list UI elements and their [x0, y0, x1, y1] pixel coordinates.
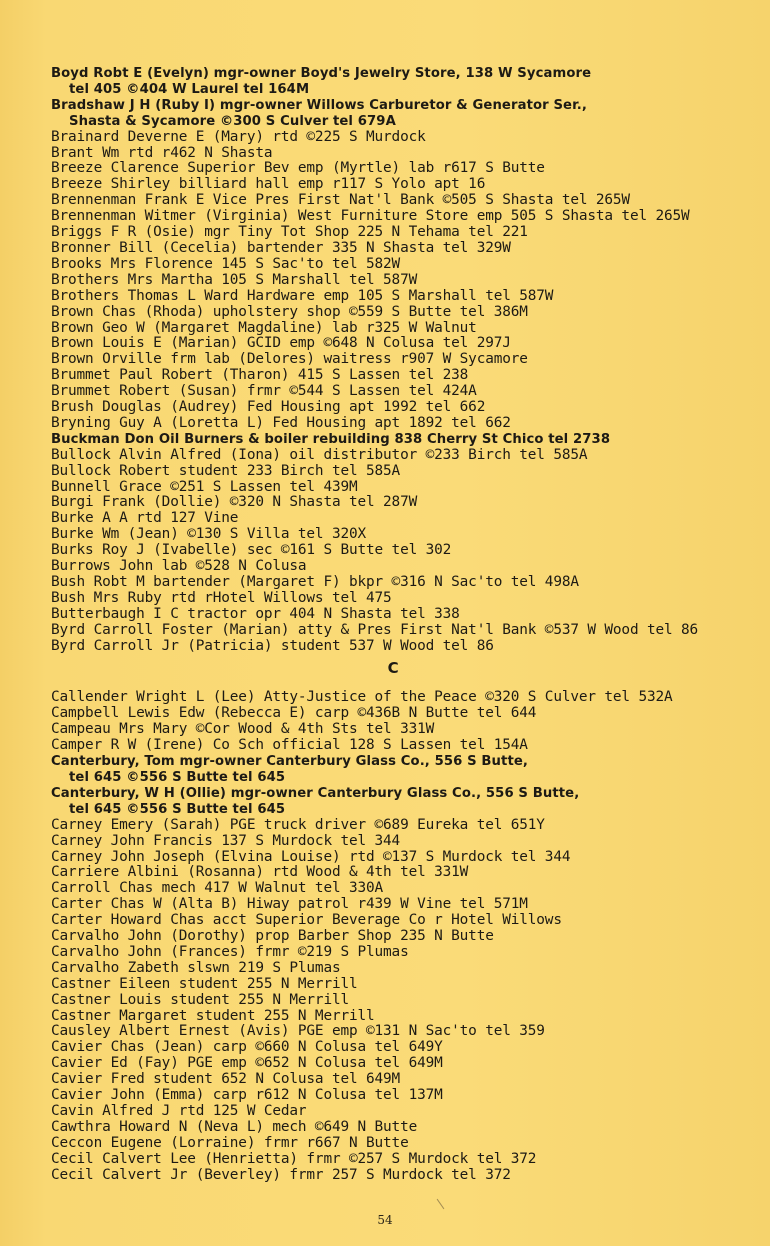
directory-entry: Byrd Carroll Foster (Marian) atty & Pres First Nat'l Bank ©537 W Wood tel 86: [51, 621, 699, 638]
page-number: 54: [377, 1213, 393, 1227]
directory-entry: Castner Margaret student 255 N Merrill: [51, 1007, 375, 1024]
directory-entry: Bradshaw J H (Ruby I) mgr-owner Willows Carburetor & Generator Ser.,: [51, 97, 588, 113]
directory-entry: Canterbury, W H (Ollie) mgr-owner Canterbury Glass Co., 556 S Butte,: [51, 785, 580, 801]
directory-entry: Cavier Ed (Fay) PGE emp ©652 N Colusa tel 649M: [51, 1055, 443, 1072]
directory-listing: [51, 66, 763, 1184]
directory-entry: Carvalho John (Frances) frmr ©219 S Plumas: [51, 943, 409, 960]
directory-entry: Cavier Chas (Jean) carp ©660 N Colusa tel 649Y: [51, 1039, 443, 1056]
scan-mark: [437, 1199, 445, 1209]
directory-entry-continuation: tel 405 ©404 W Laurel tel 164M: [69, 81, 310, 97]
directory-entry: Bronner Bill (Cecelia) bartender 335 N Shasta tel 329W: [51, 239, 511, 256]
directory-entry: Burks Roy J (Ivabelle) sec ©161 S Butte tel 302: [51, 542, 452, 559]
directory-entry: Bush Robt M bartender (Margaret F) bkpr ©316 N Sac'to tel 498A: [51, 574, 579, 590]
directory-entry: Cavier John (Emma) carp r612 N Colusa tel 137M: [51, 1087, 443, 1104]
directory-entry: Callender Wright L (Lee) Atty-Justice of the Peace ©320 S Culver tel 532A: [51, 689, 673, 706]
directory-entry: Causley Albert Ernest (Avis) PGE emp ©131 N Sac'to tel 359: [51, 1023, 545, 1040]
directory-entry: Burke A A rtd 127 Vine: [51, 510, 239, 527]
directory-entry: Breeze Clarence Superior Bev emp (Myrtle) lab r617 S Butte: [51, 160, 545, 177]
directory-entry: Brothers Thomas L Ward Hardware emp 105 S Marshall tel 587W: [51, 287, 554, 304]
directory-entry: Bunnell Grace ©251 S Lassen tel 439M: [51, 478, 358, 495]
directory-entry: Brown Orville frm lab (Delores) waitress r907 W Sycamore: [51, 351, 528, 368]
directory-entry: Carney Emery (Sarah) PGE truck driver ©689 Eureka tel 651Y: [51, 816, 545, 833]
directory-entry: Carvalho Zabeth slswn 219 S Plumas: [51, 959, 341, 976]
directory-entry-continuation: tel 645 ©556 S Butte tel 645: [69, 769, 286, 785]
directory-entry: Camper R W (Irene) Co Sch official 128 S Lassen tel 154A: [51, 737, 528, 754]
directory-entry: Byrd Carroll Jr (Patricia) student 537 W Wood tel 86: [51, 637, 494, 654]
directory-entry-continuation: Shasta & Sycamore ©300 S Culver tel 679A: [69, 113, 396, 129]
directory-entry: Brennenman Witmer (Virginia) West Furniture Store emp 505 S Shasta tel 265W: [51, 208, 690, 225]
directory-entry: Brainard Deverne E (Mary) rtd ©225 S Murdock: [51, 128, 426, 145]
directory-entry: Carter Chas W (Alta B) Hiway patrol r439 W Vine tel 571M: [51, 896, 528, 913]
directory-entry: Castner Louis student 255 N Merrill: [51, 991, 349, 1008]
directory-entry: Brummet Paul Robert (Tharon) 415 S Lassen tel 238: [51, 367, 469, 384]
directory-entry: Ceccon Eugene (Lorraine) frmr r667 N Butte: [51, 1134, 409, 1151]
directory-entry: Brummet Robert (Susan) frmr ©544 S Lassen tel 424A: [51, 383, 477, 400]
directory-entry: Brown Geo W (Margaret Magdaline) lab r325 W Walnut: [51, 319, 477, 336]
directory-entry: Brooks Mrs Florence 145 S Sac'to tel 582W: [51, 255, 401, 272]
section-heading: C: [387, 658, 399, 677]
directory-entry: Cecil Calvert Jr (Beverley) frmr 257 S Murdock tel 372: [51, 1166, 511, 1183]
directory-entry: Burke Wm (Jean) ©130 S Villa tel 320X: [51, 526, 367, 543]
directory-entry: Canterbury, Tom mgr-owner Canterbury Glass Co., 556 S Butte,: [51, 754, 529, 770]
entries-c-section: [51, 690, 763, 1183]
directory-entry: Cavier Fred student 652 N Colusa tel 649M: [51, 1071, 401, 1088]
directory-entry: Carney John Joseph (Elvina Louise) rtd ©137 S Murdock tel 344: [51, 848, 571, 865]
directory-entry: Buckman Don Oil Burners & boiler rebuilding 838 Cherry St Chico tel 2738: [51, 431, 611, 447]
entries-b-section: [51, 66, 763, 655]
directory-entry: Breeze Shirley billiard hall emp r117 S Yolo apt 16: [51, 176, 486, 193]
directory-entry: Brant Wm rtd r462 N Shasta: [51, 144, 273, 161]
directory-entry: Brown Louis E (Marian) GCID emp ©648 N Colusa tel 297J: [51, 335, 511, 352]
directory-entry: Brown Chas (Rhoda) upholstery shop ©559 S Butte tel 386M: [51, 303, 528, 320]
directory-entry: Cecil Calvert Lee (Henrietta) frmr ©257 S Murdock tel 372: [51, 1150, 537, 1167]
directory-entry: Carvalho John (Dorothy) prop Barber Shop 235 N Butte: [51, 928, 494, 945]
directory-entry: Boyd Robt E (Evelyn) mgr-owner Boyd's Jewelry Store, 138 W Sycamore: [51, 66, 592, 81]
directory-entry-continuation: tel 645 ©556 S Butte tel 645: [69, 801, 286, 817]
directory-entry: Briggs F R (Osie) mgr Tiny Tot Shop 225 N Tehama tel 221: [51, 224, 528, 241]
directory-entry: Carney John Francis 137 S Murdock tel 344: [51, 832, 401, 849]
directory-entry: Cawthra Howard N (Neva L) mech ©649 N Butte: [51, 1118, 418, 1135]
directory-entry: Carriere Albini (Rosanna) rtd Wood & 4th tel 331W: [51, 864, 469, 881]
directory-entry: Carroll Chas mech 417 W Walnut tel 330A: [51, 880, 384, 897]
directory-entry: Brennenman Frank E Vice Pres First Nat'l Bank ©505 S Shasta tel 265W: [51, 192, 630, 209]
directory-entry: Castner Eileen student 255 N Merrill: [51, 975, 358, 992]
directory-entry: Campeau Mrs Mary ©Cor Wood & 4th Sts tel 331W: [51, 721, 435, 738]
directory-entry: Carter Howard Chas acct Superior Beverage Co r Hotel Willows: [51, 912, 562, 929]
directory-entry: Cavin Alfred J rtd 125 W Cedar: [51, 1103, 307, 1119]
directory-entry: Brothers Mrs Martha 105 S Marshall tel 587W: [51, 271, 418, 288]
directory-entry: Bullock Alvin Alfred (Iona) oil distributor ©233 Birch tel 585A: [51, 446, 588, 463]
directory-entry: Bryning Guy A (Loretta L) Fed Housing apt 1892 tel 662: [51, 414, 511, 431]
directory-entry: Butterbaugh I C tractor opr 404 N Shasta tel 338: [51, 605, 460, 622]
directory-entry: Campbell Lewis Edw (Rebecca E) carp ©436B N Butte tel 644: [51, 705, 537, 722]
directory-entry: Brush Douglas (Audrey) Fed Housing apt 1992 tel 662: [51, 399, 486, 416]
directory-entry: Burrows John lab ©528 N Colusa: [51, 558, 307, 575]
directory-entry: Bush Mrs Ruby rtd rHotel Willows tel 475: [51, 589, 392, 606]
directory-entry: Burgi Frank (Dollie) ©320 N Shasta tel 287W: [51, 494, 418, 511]
directory-entry: Bullock Robert student 233 Birch tel 585A: [51, 462, 401, 479]
